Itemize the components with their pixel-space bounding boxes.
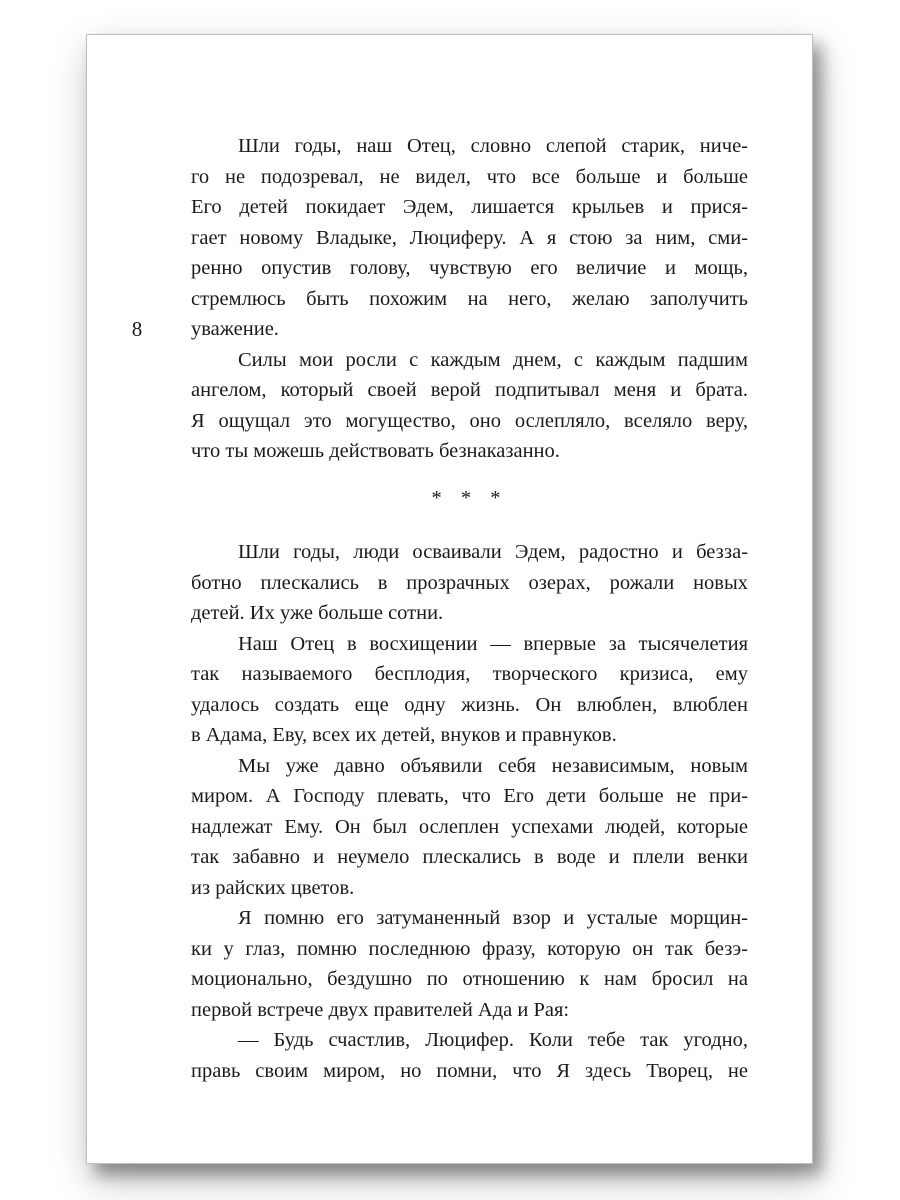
paragraph bbox=[191, 537, 748, 629]
text-line: что ты можешь действовать безнаказанно. bbox=[191, 440, 560, 462]
text-line: Я ощущал это могущество, оно ослепляло, вселяло веру, bbox=[191, 409, 748, 432]
text-line: ангелом, который своей верой подпитывал меня и брата. bbox=[191, 379, 748, 401]
page-text bbox=[191, 131, 748, 1086]
page-number: 8 bbox=[131, 317, 143, 341]
paragraph bbox=[191, 1025, 748, 1086]
paragraph bbox=[191, 131, 748, 345]
paragraph bbox=[191, 751, 748, 904]
text-line: Его детей покидает Эдем, лишается крыльев и прися- bbox=[191, 196, 748, 218]
text-line: Силы мои росли с каждым днем, с каждым падшим bbox=[238, 348, 748, 371]
text-line: уважение. bbox=[191, 318, 279, 340]
text-line: моционально, бездушно по отношению к нам бросил на bbox=[191, 968, 748, 990]
paragraph bbox=[191, 903, 748, 1025]
text-line: Шли годы, наш Отец, словно слепой старик, ниче- bbox=[238, 135, 748, 157]
text-line: из райских цветов. bbox=[191, 876, 355, 899]
text-line: правь своим миром, но помни, что Я здесь Творец, не bbox=[191, 1059, 748, 1082]
text-line: Наш Отец в восхищении — впервые за тысячелетия bbox=[238, 632, 748, 655]
text-line: миром. А Господу плевать, что Его дети больше не при- bbox=[191, 785, 748, 807]
text-line: ки у глаз, помню последнюю фразу, которую он так безэ- bbox=[191, 937, 748, 960]
text-line: го не подозревал, не видел, что все больше и больше bbox=[191, 165, 748, 188]
section-separator: * * * bbox=[431, 486, 508, 509]
text-line: Шли годы, люди осваивали Эдем, радостно и безза- bbox=[238, 541, 748, 563]
text-line: Я помню его затуманенный взор и усталые морщин- bbox=[238, 907, 748, 929]
text-line: ренно опустив голову, чувствую его величие и мощь, bbox=[191, 257, 748, 279]
paragraph bbox=[191, 629, 748, 751]
text-line: первой встрече двух правителей Ада и Рая: bbox=[191, 998, 570, 1021]
text-line: Мы уже давно объявили себя независимым, новым bbox=[238, 754, 748, 777]
paragraph bbox=[191, 345, 748, 467]
text-line: стремлюсь быть похожим на него, желаю заполучить bbox=[191, 287, 748, 310]
text-line: — Будь счастлив, Люцифер. Коли тебе так угодно, bbox=[238, 1029, 748, 1051]
text-line: так называемого бесплодия, творческого кризиса, ему bbox=[191, 663, 748, 685]
text-line: удалось создать еще одну жизнь. Он влюблен, влюблен bbox=[191, 693, 748, 716]
text-line: в Адама, Еву, всех их детей, внуков и правнуков. bbox=[191, 724, 617, 746]
text-line: надлежат Ему. Он был ослеплен успехами людей, которые bbox=[191, 815, 748, 838]
text-line: гает новому Владыке, Люциферу. А я стою за ним, сми- bbox=[191, 226, 748, 249]
text-line: ботно плескались в прозрачных озерах, рожали новых bbox=[191, 571, 748, 594]
book-page bbox=[86, 34, 813, 1164]
text-line: детей. Их уже больше сотни. bbox=[191, 602, 444, 624]
text-line: так забавно и неумело плескались в воде и плели венки bbox=[191, 846, 748, 868]
